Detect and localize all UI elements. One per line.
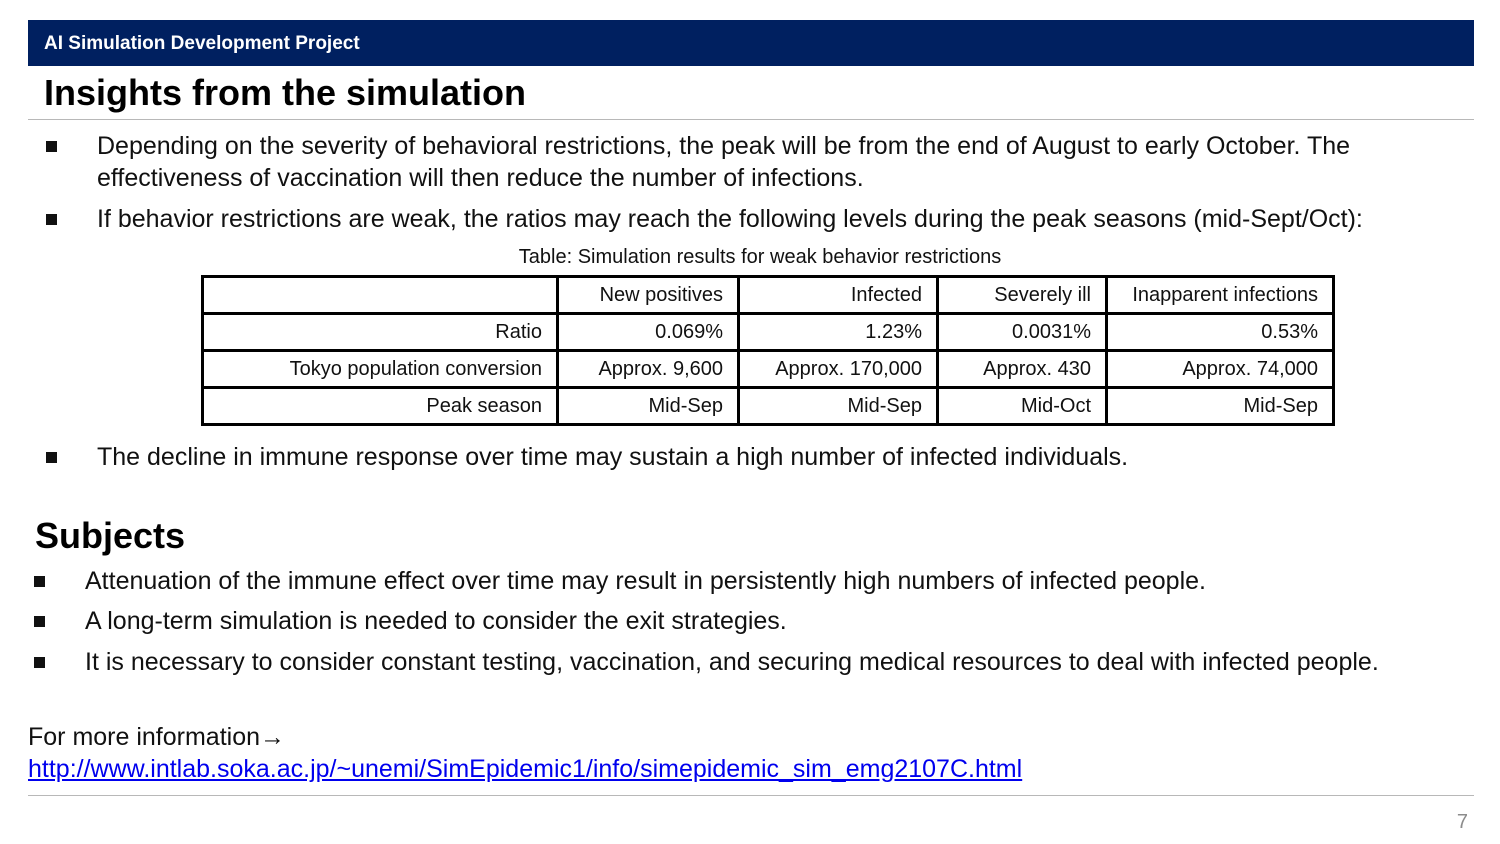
subject-item-1: [34, 565, 1454, 597]
table-row: [203, 314, 1334, 351]
page-number: 7: [1456, 811, 1468, 833]
table-cell: 1.23%: [739, 314, 938, 351]
table-cell: Approx. 170,000: [739, 351, 938, 388]
subject-item-3: [34, 646, 1404, 678]
insight-item-2: [46, 203, 1486, 235]
table-header-cell: Infected: [739, 277, 938, 314]
table-header-cell: [203, 277, 558, 314]
more-info: [28, 721, 1022, 785]
square-bullet-icon: [34, 616, 45, 627]
project-title: AI Simulation Development Project: [44, 33, 360, 54]
header-bar: [28, 20, 1474, 66]
row-label-cell: Tokyo population conversion: [203, 351, 558, 388]
table-header-row: [203, 277, 1334, 314]
footer-divider: [28, 795, 1474, 796]
table-cell: 0.069%: [558, 314, 739, 351]
table-row: [203, 351, 1334, 388]
insight-text: The decline in immune response over time may sustain a high number of infected individuals.: [97, 443, 1129, 471]
square-bullet-icon: [46, 214, 57, 225]
table-header-cell: Severely ill: [938, 277, 1107, 314]
row-label-cell: Peak season: [203, 388, 558, 425]
table-header-cell: Inapparent infections: [1107, 277, 1334, 314]
subject-text: Attenuation of the immune effect over time may result in persistently high numbers of infected people.: [85, 567, 1206, 595]
table-row: [203, 388, 1334, 425]
more-info-label: For more information→: [28, 723, 286, 751]
insight-item-3: [46, 441, 1466, 473]
table-cell: 0.53%: [1107, 314, 1334, 351]
insight-text: If behavior restrictions are weak, the ratios may reach the following levels during the peak seasons (mid-Sept/Oct):: [97, 205, 1363, 233]
table-cell: 0.0031%: [938, 314, 1107, 351]
table-cell: Mid-Sep: [558, 388, 739, 425]
table-cell: Mid-Oct: [938, 388, 1107, 425]
page-title: Insights from the simulation: [44, 72, 527, 113]
subject-item-2: [34, 605, 1454, 637]
table-caption: Table: Simulation results for weak behavior restrictions: [518, 246, 1002, 268]
title-divider: [28, 119, 1474, 120]
subject-text: It is necessary to consider constant testing, vaccination, and securing medical resources to deal with infected people.: [85, 648, 1379, 676]
square-bullet-icon: [34, 657, 45, 668]
square-bullet-icon: [46, 452, 57, 463]
square-bullet-icon: [46, 141, 57, 152]
table-cell: Approx. 430: [938, 351, 1107, 388]
row-label-cell: Ratio: [203, 314, 558, 351]
results-table: [201, 275, 1335, 426]
table-header-cell: New positives: [558, 277, 739, 314]
table-cell: Mid-Sep: [1107, 388, 1334, 425]
insight-item-1: [46, 130, 1466, 194]
table-cell: Mid-Sep: [739, 388, 938, 425]
square-bullet-icon: [34, 576, 45, 587]
table-cell: Approx. 74,000: [1107, 351, 1334, 388]
subjects-title: Subjects: [35, 515, 186, 556]
more-info-link[interactable]: http://www.intlab.soka.ac.jp/~unemi/SimEpidemic1/info/simepidemic_sim_emg2107C.html: [28, 755, 1023, 783]
insight-text: Depending on the severity of behavioral restrictions, the peak will be from the end of August to early October. The effectiveness of vaccination will then reduce the number of infections.: [97, 132, 1351, 192]
table-cell: Approx. 9,600: [558, 351, 739, 388]
subject-text: A long-term simulation is needed to consider the exit strategies.: [85, 607, 787, 635]
